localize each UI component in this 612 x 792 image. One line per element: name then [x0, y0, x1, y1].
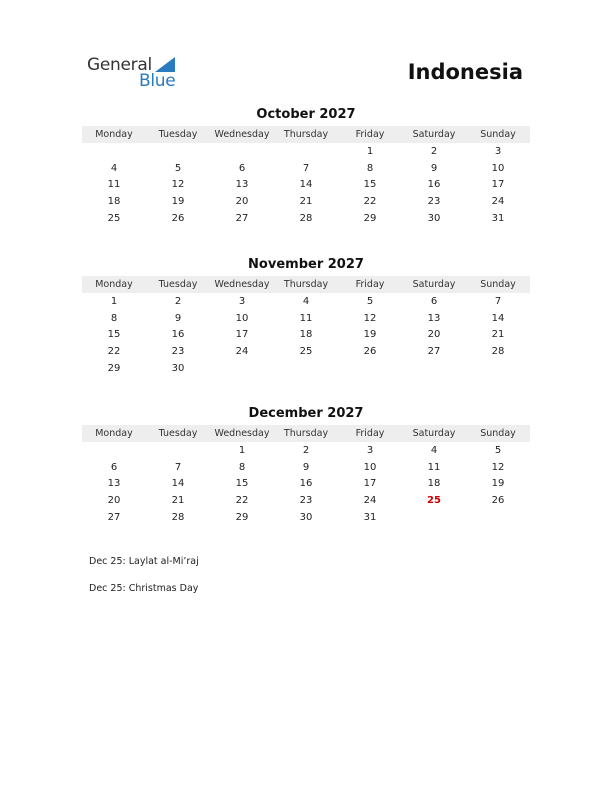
day-cell: 19 [363, 329, 377, 341]
day-cell: 9 [430, 162, 438, 174]
week-row [82, 193, 530, 210]
day-cell: 17 [491, 179, 505, 191]
logo-text-general: General [87, 55, 152, 75]
day-cell: 31 [363, 512, 377, 524]
day-cell: 27 [427, 346, 441, 358]
day-cell: 22 [363, 196, 377, 208]
weekday-header [82, 276, 530, 293]
day-cell: 17 [235, 329, 249, 341]
holiday-item: Dec 25: Laylat al-Mi’raj [89, 556, 199, 567]
day-cell: 6 [238, 162, 246, 174]
day-cell: 18 [427, 478, 441, 490]
day-cell: 28 [171, 512, 185, 524]
day-cell: 11 [107, 179, 121, 191]
weekday-label: Saturday [412, 279, 456, 290]
day-cell: 21 [491, 329, 505, 341]
day-cell: 20 [235, 196, 249, 208]
week-row [82, 293, 530, 310]
day-cell: 29 [107, 363, 121, 375]
day-cell: 7 [174, 461, 182, 473]
day-cell: 19 [171, 196, 185, 208]
day-cell: 12 [171, 179, 185, 191]
day-cell: 4 [302, 295, 310, 307]
weekday-label: Monday [95, 129, 133, 140]
day-cell: 28 [491, 346, 505, 358]
month-title: November 2027 [248, 257, 364, 272]
day-cell: 11 [299, 312, 313, 324]
day-cell: 8 [110, 312, 118, 324]
day-cell: 1 [238, 444, 246, 456]
day-cell: 28 [299, 213, 313, 225]
day-cell: 31 [491, 213, 505, 225]
week-row [82, 509, 530, 526]
day-cell: 12 [491, 461, 505, 473]
day-cell: 14 [491, 312, 505, 324]
day-cell: 8 [366, 162, 374, 174]
day-cell: 5 [174, 162, 182, 174]
month-calendar [82, 256, 530, 377]
day-cell: 25 [427, 495, 441, 507]
day-cell: 13 [427, 312, 441, 324]
day-cell: 23 [299, 495, 313, 507]
day-cell: 13 [235, 179, 249, 191]
logo-triangle-icon [155, 57, 175, 72]
weekday-label: Wednesday [214, 279, 270, 290]
week-row [82, 476, 530, 493]
week-row [82, 459, 530, 476]
day-cell: 25 [107, 213, 121, 225]
week-row [82, 327, 530, 344]
weekday-label: Friday [355, 129, 385, 140]
week-row [82, 442, 530, 459]
day-cell: 4 [430, 444, 438, 456]
day-cell: 24 [491, 196, 505, 208]
weekday-label: Monday [95, 428, 133, 439]
day-cell: 16 [171, 329, 185, 341]
day-cell: 23 [171, 346, 185, 358]
day-cell: 1 [110, 295, 118, 307]
month-title: October 2027 [256, 107, 356, 122]
day-cell: 17 [363, 478, 377, 490]
day-cell: 16 [299, 478, 313, 490]
weekday-label: Monday [95, 279, 133, 290]
day-cell: 2 [174, 295, 182, 307]
day-cell: 10 [363, 461, 377, 473]
day-cell: 30 [427, 213, 441, 225]
logo-text-blue: Blue [139, 71, 176, 91]
day-cell: 27 [235, 213, 249, 225]
day-cell: 9 [174, 312, 182, 324]
day-cell: 26 [171, 213, 185, 225]
weekday-label: Sunday [480, 279, 516, 290]
day-cell: 30 [299, 512, 313, 524]
day-cell: 29 [363, 213, 377, 225]
week-row [82, 492, 530, 509]
weekday-label: Thursday [283, 129, 329, 140]
day-cell: 14 [171, 478, 185, 490]
weekday-label: Wednesday [214, 428, 270, 439]
day-cell: 13 [107, 478, 121, 490]
weekday-header [82, 425, 530, 442]
month-title: December 2027 [248, 406, 364, 421]
day-cell: 20 [427, 329, 441, 341]
day-cell: 4 [110, 162, 118, 174]
week-row [82, 343, 530, 360]
day-cell: 20 [107, 495, 121, 507]
weekday-label: Wednesday [214, 129, 270, 140]
weekday-label: Sunday [480, 428, 516, 439]
day-cell: 19 [491, 478, 505, 490]
day-cell: 6 [430, 295, 438, 307]
weekday-label: Thursday [283, 428, 329, 439]
day-cell: 25 [299, 346, 313, 358]
day-cell: 7 [302, 162, 310, 174]
day-cell: 15 [235, 478, 249, 490]
weekday-label: Friday [355, 279, 385, 290]
week-row [82, 360, 530, 377]
day-cell: 11 [427, 461, 441, 473]
day-cell: 10 [491, 162, 505, 174]
day-cell: 21 [299, 196, 313, 208]
day-cell: 21 [171, 495, 185, 507]
day-cell: 26 [363, 346, 377, 358]
week-row [82, 210, 530, 227]
weekday-label: Thursday [283, 279, 329, 290]
day-cell: 24 [363, 495, 377, 507]
day-cell: 18 [107, 196, 121, 208]
day-cell: 22 [107, 346, 121, 358]
day-cell: 8 [238, 461, 246, 473]
day-cell: 29 [235, 512, 249, 524]
week-row [82, 143, 530, 160]
day-cell: 1 [366, 145, 374, 157]
weekday-label: Friday [355, 428, 385, 439]
day-cell: 22 [235, 495, 249, 507]
day-cell: 14 [299, 179, 313, 191]
logo [87, 55, 187, 95]
weekday-label: Tuesday [158, 129, 198, 140]
weekday-label: Tuesday [158, 428, 198, 439]
day-cell: 6 [110, 461, 118, 473]
day-cell: 27 [107, 512, 121, 524]
week-row [82, 177, 530, 194]
country-title: Indonesia [407, 60, 523, 84]
day-cell: 5 [366, 295, 374, 307]
day-cell: 3 [238, 295, 246, 307]
day-cell: 15 [363, 179, 377, 191]
week-row [82, 310, 530, 327]
day-cell: 3 [494, 145, 502, 157]
weekday-header [82, 126, 530, 143]
day-cell: 3 [366, 444, 374, 456]
day-cell: 12 [363, 312, 377, 324]
weekday-label: Tuesday [158, 279, 198, 290]
day-cell: 2 [302, 444, 310, 456]
month-calendar [82, 405, 530, 526]
weekday-label: Saturday [412, 129, 456, 140]
day-cell: 23 [427, 196, 441, 208]
weekday-label: Sunday [480, 129, 516, 140]
day-cell: 26 [491, 495, 505, 507]
day-cell: 18 [299, 329, 313, 341]
day-cell: 15 [107, 329, 121, 341]
day-cell: 5 [494, 444, 502, 456]
day-cell: 16 [427, 179, 441, 191]
week-row [82, 160, 530, 177]
month-calendar [82, 106, 530, 227]
holiday-item: Dec 25: Christmas Day [89, 583, 199, 594]
weekday-label: Saturday [412, 428, 456, 439]
day-cell: 9 [302, 461, 310, 473]
day-cell: 10 [235, 312, 249, 324]
holiday-list [89, 556, 199, 610]
day-cell: 2 [430, 145, 438, 157]
day-cell: 30 [171, 363, 185, 375]
day-cell: 7 [494, 295, 502, 307]
day-cell: 24 [235, 346, 249, 358]
